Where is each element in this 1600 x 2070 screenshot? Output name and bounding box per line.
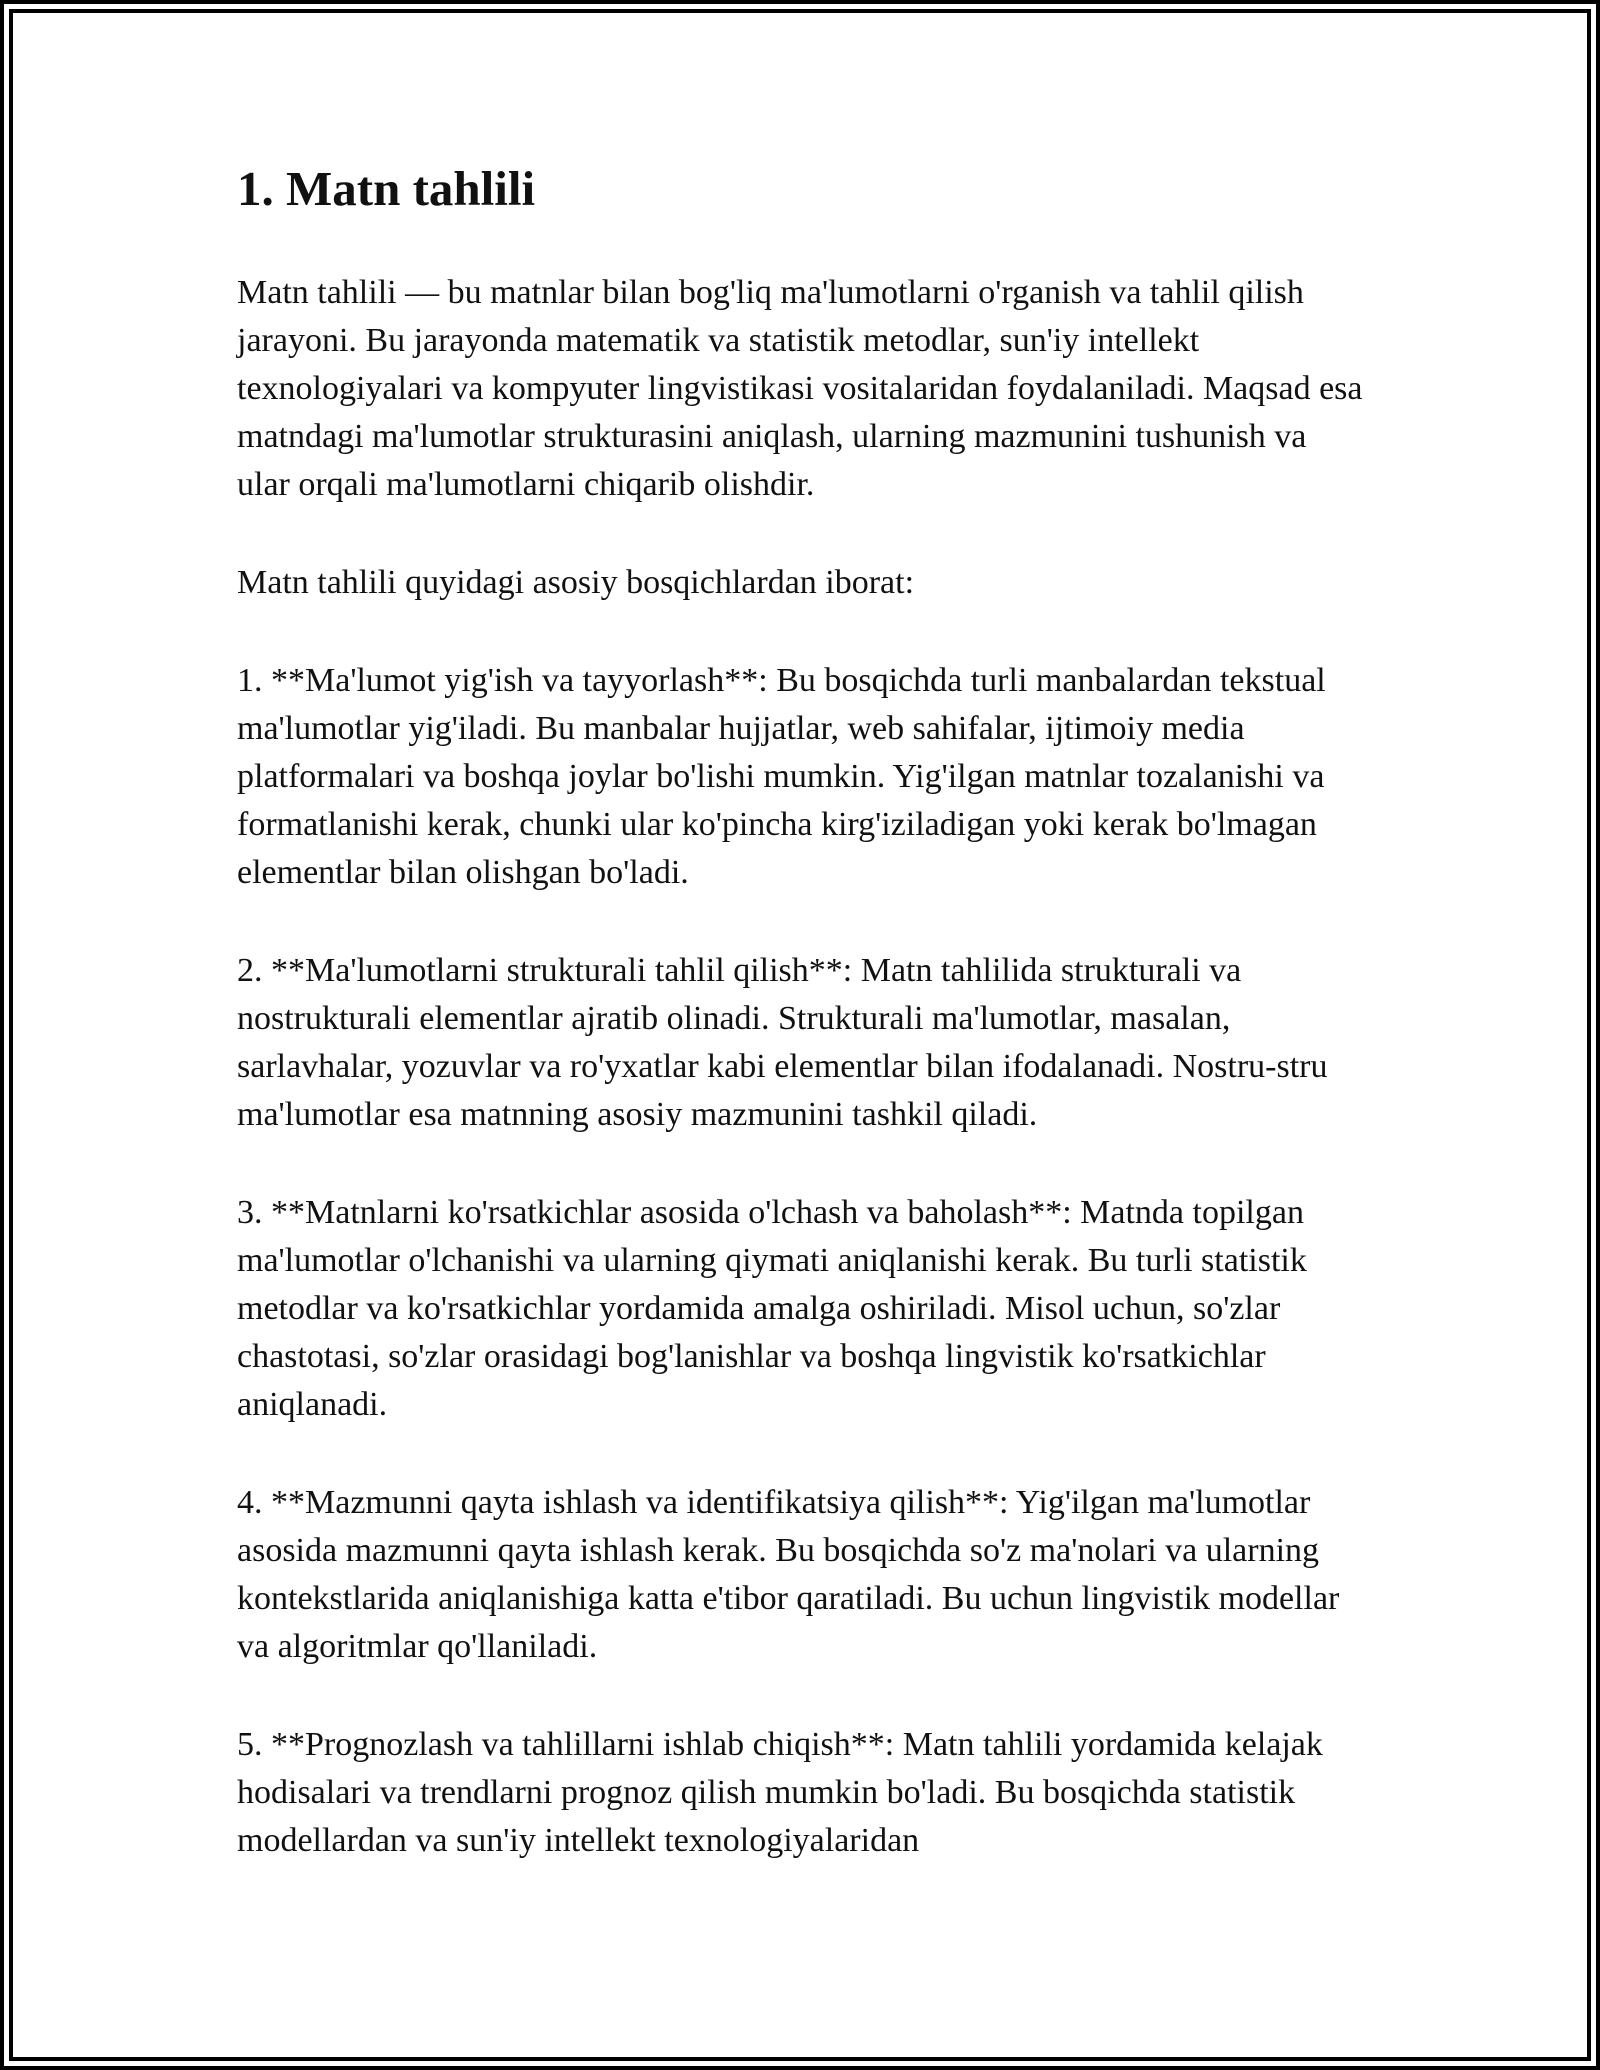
paragraph-stage-2: 2. **Ma'lumotlarni strukturali tahlil qilish**: Matn tahlilida strukturali va nostrukturali elementlar ajratib olinadi. Strukturali ma'lumotlar, masalan, sarlavhalar, yozuvlar va ro'yxatlar kabi elementlar bilan ifodalanadi. Nostru-stru ma'lumotlar esa matnning asosiy mazmunini tashkil qiladi. <box>237 951 1328 1133</box>
paragraph-intro: Matn tahlili — bu matnlar bilan bog'liq ma'lumotlarni o'rganish va tahlil qilish jarayoni. Bu jarayonda matematik va statistik metodlar, sun'iy intellekt texnologiyalari va kompyuter lingvistikasi vositalaridan foydalaniladi. Maqsad esa matndagi ma'lumotlar strukturasini aniqlash, ularning mazmunini tushunish va ular orqali ma'lumotlarni chiqarib olishdir. <box>237 273 1363 503</box>
paragraph-stage-1: 1. **Ma'lumot yig'ish va tayyorlash**: Bu bosqichda turli manbalardan tekstual ma'lumotlar yig'iladi. Bu manbalar hujjatlar, web sahifalar, ijtimoiy media platformalari va boshqa joylar bo'lishi mumkin. Yig'ilgan matnlar tozalanishi va formatlanishi kerak, chunki ular ko'pincha kirg'iziladigan yoki kerak bo'lmagan elementlar bilan olishgan bo'ladi. <box>237 661 1326 891</box>
paragraph-stage-4: 4. **Mazmunni qayta ishlash va identifikatsiya qilish**: Yig'ilgan ma'lumotlar asosida mazmunni qayta ishlash kerak. Bu bosqichda so'z ma'nolari va ularning kontekstlarida aniqlanishiga katta e'tibor qaratiladi. Bu uchun lingvistik modellar va algoritmlar qo'llaniladi. <box>237 1483 1340 1665</box>
paragraph-stage-5: 5. **Prognozlash va tahlillarni ishlab chiqish**: Matn tahlili yordamida kelajak hodisalari va trendlarni prognoz qilish mumkin bo'ladi. Bu bosqichda statistik modellardan va sun'iy intellekt texnologiyalaridan <box>237 1725 1323 1859</box>
document-title: 1. Matn tahlili <box>237 161 536 216</box>
document-content <box>237 160 1363 1915</box>
paragraph-stages-lead-in: Matn tahlili quyidagi asosiy bosqichlardan iborat: <box>237 563 915 601</box>
paragraph-stage-3: 3. **Matnlarni ko'rsatkichlar asosida o'lchash va baholash**: Matnda topilgan ma'lumotlar o'lchanishi va ularning qiymati aniqlanishi kerak. Bu turli statistik metodlar va ko'rsatkichlar yordamida amalga oshiriladi. Misol uchun, so'zlar chastotasi, so'zlar orasidagi bog'lanishlar va boshqa lingvistik ko'rsatkichlar aniqlanadi. <box>237 1193 1307 1423</box>
